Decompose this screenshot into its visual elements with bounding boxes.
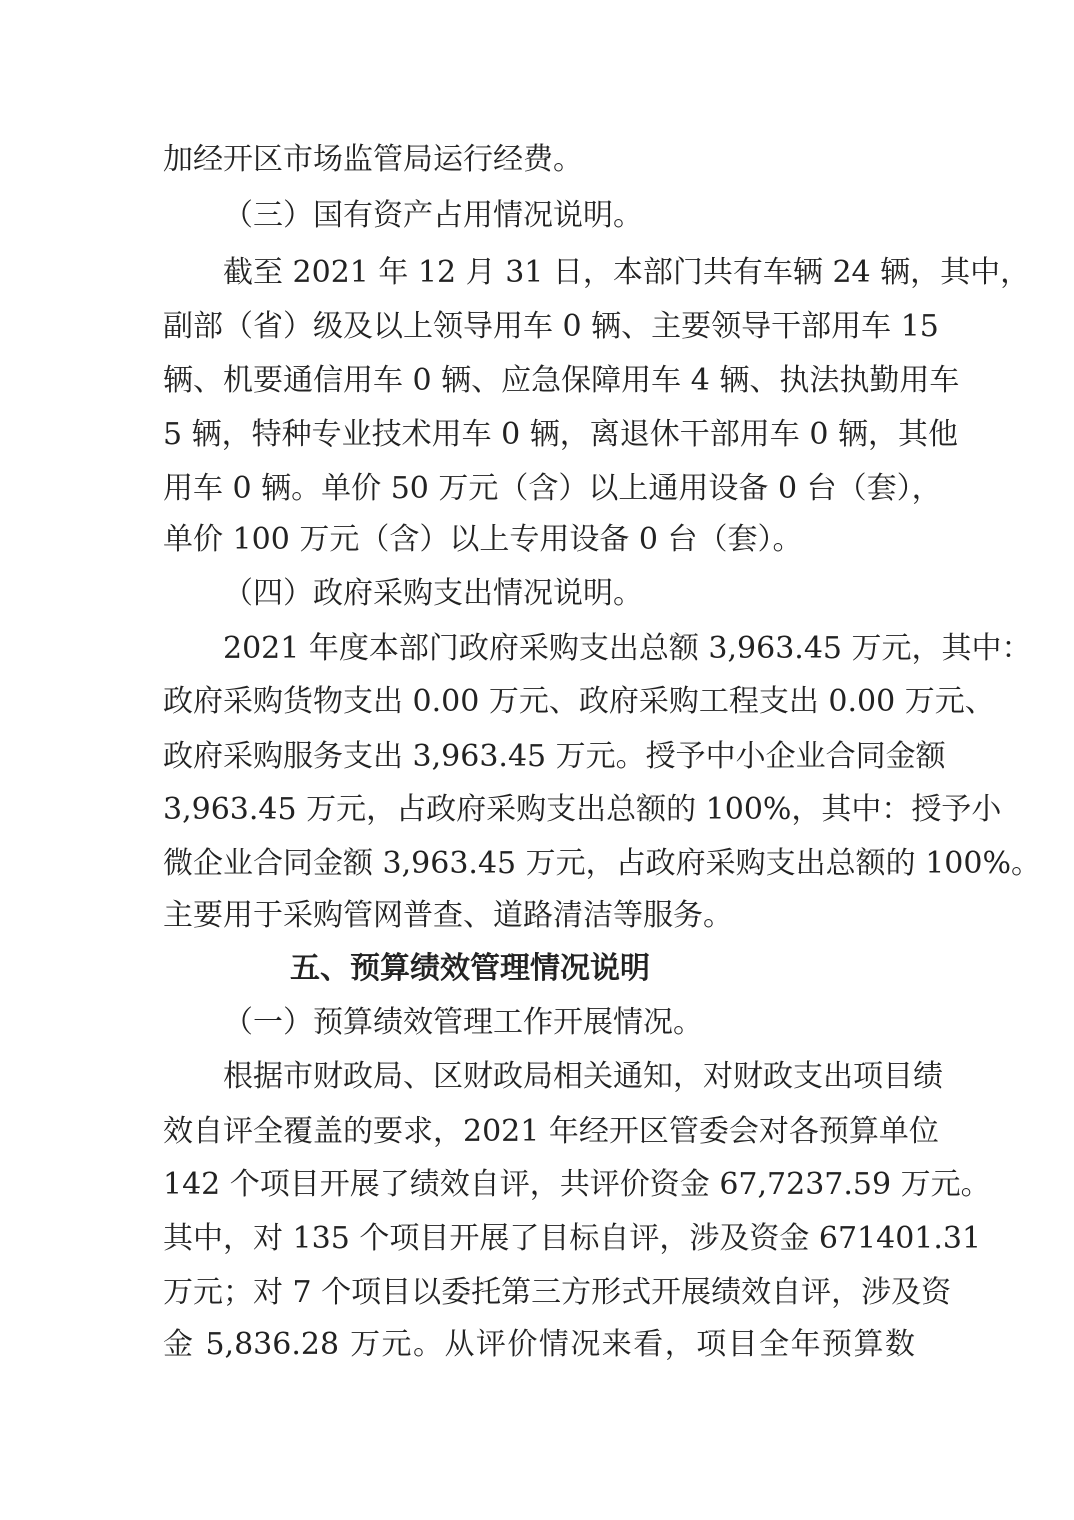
text-line: 万元；对 7 个项目以委托第三方形式开展绩效自评，涉及资 [163, 1275, 952, 1310]
text-line: 副部（省）级及以上领导用车 0 辆、主要领导干部用车 15 [163, 309, 939, 344]
text-line: 政府采购货物支出 0.00 万元、政府采购工程支出 0.00 万元、 [163, 684, 995, 719]
text-line: 3,963.45 万元，占政府采购支出总额的 100%，其中：授予小 [163, 792, 1002, 827]
text-line: 单价 100 万元（含）以上专用设备 0 台（套）。 [163, 522, 803, 557]
text-line: 金 5,836.28 万元。从评价情况来看，项目全年预算数 [163, 1327, 915, 1362]
section-subheading-assets: （三）国有资产占用情况说明。 [223, 198, 643, 233]
section-subheading-procurement: （四）政府采购支出情况说明。 [223, 576, 643, 611]
text-line: 效自评全覆盖的要求，2021 年经开区管委会对各预算单位 [163, 1114, 939, 1149]
text-line: 根据市财政局、区财政局相关通知，对财政支出项目绩 [223, 1059, 943, 1094]
text-line: 用车 0 辆。单价 50 万元（含）以上通用设备 0 台（套）， [163, 471, 942, 506]
text-line: 主要用于采购管网普查、道路清洁等服务。 [163, 898, 733, 933]
text-line: 微企业合同金额 3,963.45 万元，占政府采购支出总额的 100%。 [163, 846, 1041, 881]
text-line: 142 个项目开展了绩效自评，共评价资金 67,7237.59 万元。 [163, 1167, 991, 1202]
text-line: 5 辆，特种专业技术用车 0 辆，离退休干部用车 0 辆，其他 [163, 417, 958, 452]
section-subheading-performance-work: （一）预算绩效管理工作开展情况。 [223, 1005, 703, 1040]
text-line: 截至 2021 年 12 月 31 日，本部门共有车辆 24 辆，其中， [223, 255, 1031, 290]
text-line: 辆、机要通信用车 0 辆、应急保障用车 4 辆、执法执勤用车 [163, 363, 960, 398]
section-heading-performance: 五、预算绩效管理情况说明 [290, 951, 650, 986]
text-line: 政府采购服务支出 3,963.45 万元。授予中小企业合同金额 [163, 739, 946, 774]
text-line: 加经开区市场监管局运行经费。 [163, 142, 583, 177]
text-line: 2021 年度本部门政府采购支出总额 3,963.45 万元，其中： [223, 631, 1032, 666]
text-line: 其中，对 135 个项目开展了目标自评，涉及资金 671401.31 [163, 1221, 982, 1256]
